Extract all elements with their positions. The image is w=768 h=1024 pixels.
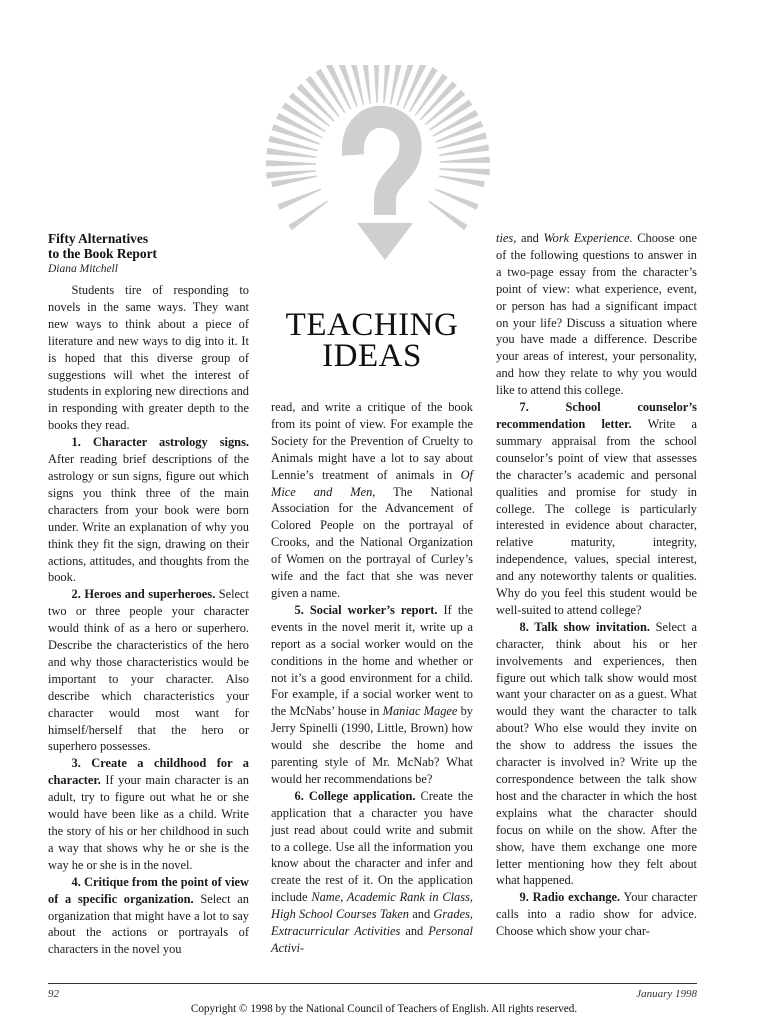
sunburst-ray <box>390 65 404 104</box>
item-7 <box>496 399 697 619</box>
item-4-continued <box>271 399 473 602</box>
application-fields-3: Personal Activi- <box>271 924 473 955</box>
question-mark-sunburst-icon <box>263 65 493 297</box>
item-1-heading: 1. Character astrology signs. <box>71 435 249 450</box>
item-4-cont-text: read, and write a critique of the book from its point of view. For example the Society for the Prevention of Cruelty to Animals might have a lot to say about Lennie’s treatment of animals in <box>271 400 473 482</box>
conjunction: and <box>412 907 431 922</box>
item-2-heading: 2. Heroes and superheroes. <box>71 587 216 602</box>
application-fields-4: Work Experience. <box>543 231 633 245</box>
item-7-body: Write a summary appraisal from the school counselor’s point of view that assesses the character’s academic and personal qualities and promise for study in college. The college is particularly interested in evidence about character, relative maturity, integrity, independence, values, special interest, and any noteworthy talents or qualities. Why do you feel this student would be well-suited to attend college? <box>496 416 698 617</box>
question-mark-point <box>357 223 413 260</box>
sunburst-ray <box>268 136 318 151</box>
column-3 <box>496 230 697 940</box>
application-fields-3-cont: ties, <box>496 231 517 245</box>
column-2 <box>271 399 473 957</box>
item-2 <box>48 586 249 755</box>
item-4-cont-text-2: The National Association for the Advancement of Colored People on the portrayal of Crooks, and the National Organization of Women on the portrayal of Curley’s wife and the fact that she was never given a name. <box>271 484 473 600</box>
copyright-notice: Copyright © 1998 by the National Council of Teachers of English. All rights reserved. <box>190 1003 578 1015</box>
sunburst-ray <box>440 157 490 163</box>
item-5-body: If the events in the novel merit it, write up a report as a social worker would on the conditions in the home and whether or not it’s a good environment for a child. For example, if a social worker went to the McNabs’ house in <box>271 602 473 719</box>
conjunction: and <box>405 924 424 939</box>
application-fields-1: Name, Academic Rank in Class, High School Courses Taken <box>271 890 473 922</box>
item-4-body: Select an organization that might have a lot to say about the actions or portrayals of characters in the novel you <box>48 891 249 957</box>
intro-text: Students tire of responding to novels in the same ways. They want new ways to think about a piece of literature and new ways to dig into it. It is hoped that this diverse group of suggestions will whet the interest of students in exploring new directions and in responding with greater depth to the books they read. <box>48 283 249 433</box>
section-heading-ideas: IDEAS <box>322 338 422 374</box>
sunburst-ray <box>288 201 328 231</box>
book-title-maniac-magee: Maniac Magee <box>382 704 458 719</box>
sunburst-ray <box>373 65 379 103</box>
item-6 <box>271 788 473 957</box>
sunburst-ray <box>428 201 468 231</box>
article-author: Diana Mitchell <box>48 263 118 275</box>
item-4-heading: 4. Critique from the point of view of a specific organization. <box>48 874 249 906</box>
column-1 <box>48 282 249 958</box>
item-5-heading: 5. Social worker’s report. <box>294 602 438 617</box>
item-6-body: Create the application that a character you have just read about could write and submit to a college. Use all the information you know about the character and infer and create the rest of it. On the application include <box>271 788 473 905</box>
sunburst-ray <box>383 65 392 103</box>
question-mark-curve <box>353 117 411 215</box>
item-6-continued <box>496 230 697 399</box>
item-8 <box>496 619 697 890</box>
section-heading-teaching: TEACHING <box>285 307 459 343</box>
item-9-heading: 9. Radio exchange. <box>519 890 621 905</box>
item-1 <box>48 434 249 586</box>
item-7-heading: 7. School counselor’s recommendation letter. <box>496 400 697 431</box>
footer-divider <box>48 983 697 984</box>
article-title-line-1: Fifty Alternatives <box>48 231 149 246</box>
item-9 <box>496 889 697 940</box>
sunburst-ray <box>271 175 317 187</box>
item-3-heading: 3. Create a childhood for a character. <box>48 756 249 788</box>
sunburst-ray <box>439 175 485 187</box>
item-6-heading: 6. College application. <box>294 788 416 803</box>
item-2-body: Select two or three people your character would think of as a hero or superhero. Describe the characteristics of the hero and why those characteristics would be important to your character. Also describe which characteristics your character would most want for himself/herself that the hero or superhero possesses. <box>48 587 249 754</box>
item-5 <box>271 602 473 788</box>
sunburst-ray <box>435 189 479 210</box>
item-8-body: Select a character, think about his or her involvements and experiences, then figure out which talk show would most want your character on as a guest. What would they want the character to talk about? Who else would they invite on the show to address the issues the character is involved in? Write up the correspondence between the talk show host and the character in which the host explains what the character should focus on while on the show. After the show, have them exchange one more letter mentioning how they felt about what happened. <box>496 619 697 888</box>
item-5-body-2: by Jerry Spinelli (1990, Little, Brown) how would she describe the home and parenting style of Mr. McNab? What would her recommendations be? <box>271 704 473 786</box>
sunburst-ray <box>266 160 316 166</box>
sunburst-ray <box>277 189 321 210</box>
item-9-body: Your character calls into a radio show for advice. Choose which show your char- <box>496 890 697 939</box>
sunburst-ray <box>440 168 490 175</box>
page-number: 92 <box>48 988 59 1000</box>
item-3 <box>48 755 249 873</box>
sunburst-ray <box>349 65 364 105</box>
item-1-body: After reading brief descriptions of the astrology or sun signs, figure out which signs you think three of the main characters from your book were born under. Write an explanation of why you think they fit the sign, drawing on their actions, attitudes, and thoughts from the book. <box>48 452 249 585</box>
conjunction: and <box>520 231 539 245</box>
article-title <box>48 232 157 261</box>
article-title-line-2: to the Book Report <box>48 245 157 261</box>
item-6-cont-text: Choose one of the following questions to answer in a two-page essay from the character’s point of view: what experience, event, or person has had a significant impact on your life? Discuss a situation where you have made a difference. Describe your areas of interest, your personality, and how they relate to why you would like to attend this college. <box>496 231 697 398</box>
item-3-body: If your main character is an adult, try to figure out what he or she would have been like as a child. Write the story of his or her childhood in such a way that shows why he or she is the way he or she is in the novel. <box>48 773 249 872</box>
item-8-heading: 8. Talk show invitation. <box>519 619 650 634</box>
intro-paragraph <box>48 282 249 434</box>
application-fields-2: Grades, Extracurricular Activities <box>271 907 473 939</box>
item-4 <box>48 874 249 959</box>
book-title-of-mice-and-men: Of Mice and Men, <box>271 467 473 499</box>
issue-date: January 1998 <box>636 988 697 1000</box>
